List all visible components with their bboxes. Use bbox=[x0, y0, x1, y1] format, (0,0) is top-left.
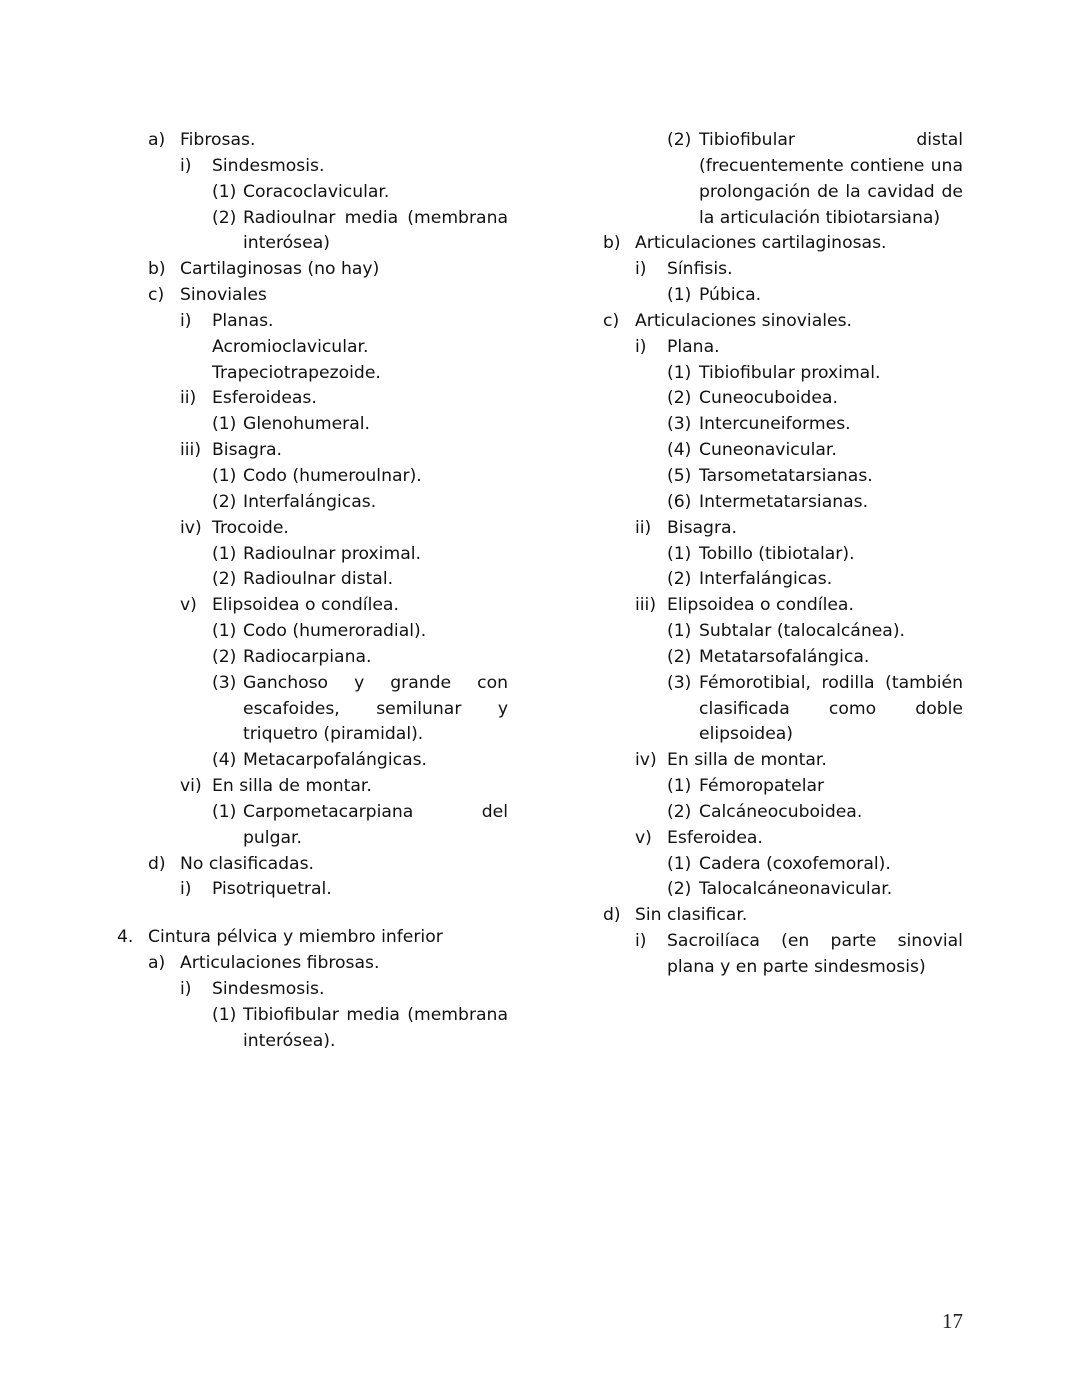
outline-item bbox=[0, 206, 965, 232]
outline-item bbox=[0, 231, 965, 257]
outline-text: Tarsometatarsianas. bbox=[699, 465, 873, 486]
outline-item bbox=[0, 774, 965, 800]
outline-item bbox=[0, 852, 965, 878]
outline-text: Fémoropatelar bbox=[699, 776, 825, 797]
outline-text: Metacarpofalángicas. bbox=[243, 750, 428, 771]
outline-item bbox=[0, 542, 965, 568]
outline-item bbox=[0, 697, 965, 723]
outline-item bbox=[0, 490, 965, 516]
outline-item bbox=[0, 516, 965, 542]
outline-item bbox=[0, 929, 965, 955]
outline-text: Cuneocuboidea. bbox=[699, 388, 838, 409]
outline-text: Cartilaginosas (no hay) bbox=[180, 259, 380, 280]
outline-marker: (2) bbox=[667, 879, 692, 900]
outline-marker: ii) bbox=[635, 517, 652, 538]
outline-text: elipsoidea) bbox=[699, 724, 794, 745]
outline-marker: d) bbox=[603, 905, 621, 926]
outline-marker: (1) bbox=[212, 1004, 237, 1025]
outline-item bbox=[0, 567, 965, 593]
outline-text: Glenohumeral. bbox=[243, 414, 371, 435]
outline-text: Sindesmosis. bbox=[212, 979, 325, 999]
outline-text: Articulaciones cartilaginosas. bbox=[635, 233, 887, 254]
outline-marker: i) bbox=[180, 879, 192, 900]
page-number: 17 bbox=[942, 1309, 963, 1333]
outline-text: Talocalcáneonavicular. bbox=[699, 879, 893, 900]
outline-marker: (1) bbox=[667, 621, 692, 642]
outline-marker: i) bbox=[635, 259, 647, 280]
outline-text: Tobillo (tibiotalar). bbox=[699, 543, 855, 564]
outline-text: Sin clasificar. bbox=[635, 905, 748, 926]
outline-item bbox=[0, 257, 965, 283]
outline-marker: i) bbox=[635, 931, 647, 952]
outline-marker: (4) bbox=[212, 750, 237, 771]
outline-marker: (2) bbox=[667, 801, 692, 822]
outline-marker: (1) bbox=[212, 181, 237, 202]
outline-marker: (1) bbox=[212, 621, 237, 642]
outline-item bbox=[0, 283, 965, 309]
outline-text: Tibiofibular distal bbox=[699, 130, 963, 150]
outline-text: Calcáneocuboidea. bbox=[699, 801, 863, 822]
outline-marker: (1) bbox=[667, 362, 692, 383]
outline-text: Tibiofibular media (membrana bbox=[243, 1004, 508, 1025]
outline-marker: (2) bbox=[667, 388, 692, 409]
outline-marker: vi) bbox=[180, 776, 202, 797]
outline-text: prolongación de la cavidad de bbox=[699, 181, 963, 202]
outline-item bbox=[0, 1003, 510, 1029]
outline-item bbox=[0, 361, 965, 387]
outline-item bbox=[0, 955, 965, 981]
outline-text: Coracoclavicular. bbox=[243, 181, 390, 202]
outline-item bbox=[0, 309, 965, 335]
outline-text: Sinoviales bbox=[180, 285, 267, 306]
outline-item bbox=[0, 464, 965, 490]
outline-marker: iii) bbox=[635, 595, 657, 616]
outline-text: Articulaciones fibrosas. bbox=[180, 953, 380, 974]
outline-marker: (3) bbox=[667, 414, 692, 435]
outline-item bbox=[0, 619, 965, 645]
outline-text: Codo (humeroradial). bbox=[243, 621, 427, 642]
outline-item bbox=[0, 180, 965, 206]
outline-text: Pisotriquetral. bbox=[212, 879, 332, 900]
outline-item bbox=[0, 645, 965, 671]
outline-marker: (2) bbox=[212, 491, 237, 512]
outline-text: (frecuentemente contiene una bbox=[699, 155, 963, 176]
outline-item bbox=[0, 386, 965, 412]
outline-text: Radioulnar proximal. bbox=[243, 543, 421, 564]
outline-marker: (3) bbox=[667, 672, 692, 693]
outline-item bbox=[0, 1029, 510, 1055]
outline-text: la articulación tibiotarsiana) bbox=[699, 207, 941, 228]
outline-item bbox=[0, 128, 965, 154]
outline-marker: (2) bbox=[667, 569, 692, 590]
outline-item bbox=[0, 438, 965, 464]
outline-marker: d) bbox=[148, 853, 166, 874]
outline-item bbox=[0, 977, 510, 1003]
outline-item bbox=[0, 671, 965, 697]
outline-text: Cintura pélvica y miembro inferior bbox=[148, 927, 443, 948]
outline-marker: (2) bbox=[667, 646, 692, 667]
outline-marker: (5) bbox=[667, 465, 692, 486]
outline-text: Interfalángicas. bbox=[699, 569, 833, 590]
outline-text: Radioulnar media (membrana bbox=[243, 207, 508, 228]
outline-text: Cuneonavicular. bbox=[699, 440, 837, 461]
outline-marker: (4) bbox=[667, 440, 692, 461]
outline-item bbox=[0, 412, 965, 438]
outline-text: En silla de montar. bbox=[212, 776, 372, 797]
outline-marker: i) bbox=[180, 979, 192, 999]
outline-marker: (1) bbox=[667, 776, 692, 797]
outline-item bbox=[0, 903, 965, 929]
outline-marker: v) bbox=[635, 827, 652, 848]
outline-marker: (1) bbox=[212, 465, 237, 486]
outline-marker: iv) bbox=[180, 517, 202, 538]
outline-text: Plana. bbox=[667, 336, 720, 357]
outline-marker: (1) bbox=[667, 853, 692, 874]
outline-marker: (2) bbox=[212, 207, 237, 228]
outline-marker: i) bbox=[180, 310, 192, 331]
outline-marker: (1) bbox=[667, 543, 692, 564]
outline-text: Articulaciones sinoviales. bbox=[635, 310, 853, 331]
outline-text: escafoides, semilunar y bbox=[243, 698, 508, 719]
right-column bbox=[0, 128, 965, 981]
outline-text: Sínfisis. bbox=[667, 259, 733, 280]
outline-text: Elipsoidea o condílea. bbox=[667, 595, 854, 616]
outline-marker: (2) bbox=[212, 646, 237, 667]
outline-text: Cadera (coxofemoral). bbox=[699, 853, 891, 874]
outline-text: Planas. bbox=[212, 310, 274, 331]
outline-text: Metatarsofalángica. bbox=[699, 646, 870, 667]
outline-text: pulgar. bbox=[243, 827, 302, 848]
outline-text: Bisagra. bbox=[667, 517, 738, 538]
outline-text: Radioulnar distal. bbox=[243, 569, 394, 590]
outline-text: Codo (humeroulnar). bbox=[243, 465, 422, 486]
outline-marker: i) bbox=[180, 155, 192, 176]
outline-text: Carpometacarpiana del bbox=[243, 801, 508, 822]
outline-item bbox=[0, 826, 965, 852]
outline-text: Trocoide. bbox=[212, 517, 289, 538]
outline-text: triquetro (piramidal). bbox=[243, 724, 424, 745]
outline-marker: c) bbox=[603, 310, 620, 331]
outline-text: Fémorotibial, rodilla (también bbox=[699, 672, 963, 693]
outline-item bbox=[0, 593, 965, 619]
outline-marker: (6) bbox=[667, 491, 692, 512]
outline-marker: b) bbox=[148, 259, 166, 280]
outline-text: Tibiofibular proximal. bbox=[699, 362, 881, 383]
outline-item bbox=[0, 800, 965, 826]
outline-text: Esferoidea. bbox=[667, 827, 763, 848]
outline-marker: c) bbox=[148, 285, 165, 306]
outline-text: plana y en parte sindesmosis) bbox=[667, 957, 926, 977]
outline-text: Elipsoidea o condílea. bbox=[212, 595, 399, 616]
outline-text: Púbica. bbox=[699, 285, 762, 306]
outline-item bbox=[0, 335, 965, 361]
outline-text: Bisagra. bbox=[212, 440, 283, 461]
outline-text: Fibrosas. bbox=[180, 130, 256, 150]
outline-text: interósea). bbox=[243, 1030, 336, 1051]
outline-marker: iii) bbox=[180, 440, 202, 461]
outline-item bbox=[0, 877, 965, 903]
outline-marker: (1) bbox=[212, 543, 237, 564]
outline-text: Interfalángicas. bbox=[243, 491, 377, 512]
outline-marker: ii) bbox=[180, 388, 197, 409]
outline-marker: b) bbox=[603, 233, 621, 254]
outline-marker: (3) bbox=[212, 672, 237, 693]
outline-text: Sacroilíaca (en parte sinovial bbox=[667, 931, 963, 952]
outline-marker: a) bbox=[148, 953, 166, 974]
outline-text: interósea) bbox=[243, 233, 330, 254]
outline-text: Ganchoso y grande con bbox=[243, 672, 508, 693]
outline-marker: a) bbox=[148, 130, 166, 150]
outline-marker: (2) bbox=[212, 569, 237, 590]
outline-text: Acromioclavicular. bbox=[212, 336, 369, 357]
outline-marker: i) bbox=[635, 336, 647, 357]
outline-item bbox=[0, 154, 965, 180]
outline-marker: (2) bbox=[667, 130, 692, 150]
outline-marker: 4. bbox=[117, 927, 134, 948]
outline-marker: (1) bbox=[667, 285, 692, 306]
outline-item bbox=[0, 722, 965, 748]
outline-text: Subtalar (talocalcánea). bbox=[699, 621, 905, 642]
outline-text: Intermetatarsianas. bbox=[699, 491, 869, 512]
outline-item bbox=[0, 748, 965, 774]
outline-text: En silla de montar. bbox=[667, 750, 827, 771]
outline-text: Trapeciotrapezoide. bbox=[212, 362, 381, 383]
outline-text: clasificada como doble bbox=[699, 698, 963, 719]
outline-text: Esferoideas. bbox=[212, 388, 317, 409]
outline-text: Sindesmosis. bbox=[212, 155, 325, 176]
outline-marker: iv) bbox=[635, 750, 657, 771]
outline-text: No clasificadas. bbox=[180, 853, 314, 874]
outline-marker: v) bbox=[180, 595, 197, 616]
outline-text: Intercuneiformes. bbox=[699, 414, 851, 435]
outline-marker: (1) bbox=[212, 414, 237, 435]
outline-text: Radiocarpiana. bbox=[243, 646, 372, 667]
outline-marker: (1) bbox=[212, 801, 237, 822]
